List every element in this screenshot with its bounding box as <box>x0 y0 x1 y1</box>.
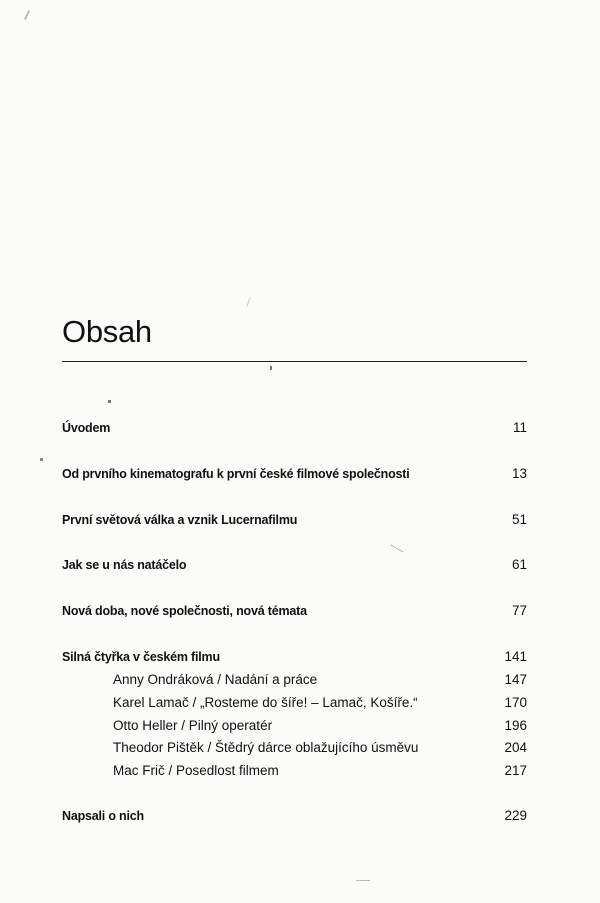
toc-entry <box>62 510 527 530</box>
scan-mark <box>270 366 272 370</box>
toc-entry-page: 141 <box>504 649 527 664</box>
toc-subentry <box>62 761 527 781</box>
scan-mark <box>40 458 43 461</box>
toc-entry-title: Nová doba, nové společnosti, nová témata <box>62 604 307 618</box>
toc-entry-page: 13 <box>511 466 527 481</box>
toc-entry <box>62 806 527 826</box>
toc-entry-title: Theodor Pištěk / Štědrý dárce oblažujícího úsměvu <box>113 740 419 755</box>
toc-entry <box>62 601 527 621</box>
scan-mark <box>108 400 111 403</box>
scan-mark <box>246 297 250 307</box>
scan-mark <box>24 10 30 20</box>
toc-entry-page: 229 <box>504 808 527 823</box>
toc-entry-title: Úvodem <box>62 421 111 435</box>
toc-entry-page: 61 <box>511 557 527 572</box>
scan-mark <box>391 545 404 553</box>
toc-entry-page: 196 <box>504 718 527 733</box>
toc-entry-page: 11 <box>512 420 527 435</box>
toc-entry-page: 77 <box>511 603 527 618</box>
toc-entry-page: 51 <box>511 512 527 527</box>
toc-subentry <box>62 670 527 690</box>
title-divider <box>62 361 527 362</box>
toc-subentry <box>62 738 527 758</box>
toc-entry-page: 170 <box>504 695 527 710</box>
scan-mark <box>356 880 370 881</box>
toc-entry-title: Karel Lamač / „Rosteme do šíře! – Lamač, Košíře.“ <box>113 695 418 710</box>
toc-entry-title: Jak se u nás natáčelo <box>62 558 187 572</box>
toc-entry-title: Napsali o nich <box>62 809 144 823</box>
toc-entry-title: Mac Frič / Posedlost filmem <box>113 763 279 778</box>
toc-entry <box>62 464 527 484</box>
toc-entry <box>62 418 527 438</box>
toc-entry <box>62 647 527 667</box>
page-title: Obsah <box>62 314 152 349</box>
toc-entry-title: Od prvního kinematografu k první české filmové společnosti <box>62 467 410 481</box>
toc-entry-page: 217 <box>504 763 527 778</box>
toc-entry-title: První světová válka a vznik Lucernafilmu <box>62 513 298 527</box>
toc-subentry <box>62 716 527 736</box>
toc-entry-title: Anny Ondráková / Nadání a práce <box>113 672 318 687</box>
toc-entry-page: 204 <box>504 740 527 755</box>
toc-entry-page: 147 <box>504 672 527 687</box>
toc-entry-title: Otto Heller / Pilný operatér <box>113 718 273 733</box>
toc-entry <box>62 555 527 575</box>
toc-entry-title: Silná čtyřka v českém filmu <box>62 650 220 664</box>
toc-subentry <box>62 693 527 713</box>
